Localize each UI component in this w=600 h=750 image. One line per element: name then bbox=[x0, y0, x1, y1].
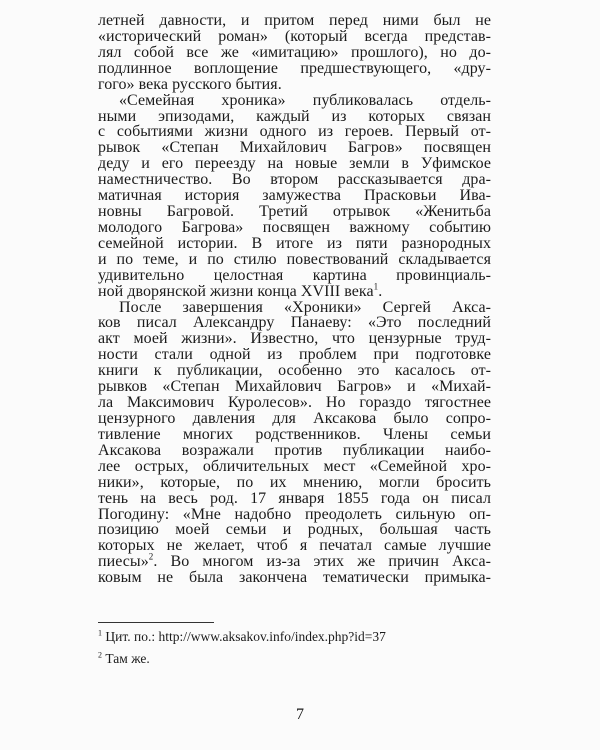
text-line: позицию моей семьи и родных, большая часть bbox=[98, 521, 491, 539]
footnote-1 bbox=[98, 628, 386, 646]
text-line: акт моей жизни». Известно, что цензурные труд- bbox=[98, 330, 491, 348]
footnote-text: Там же. bbox=[105, 651, 150, 666]
text-segment: ной дворянской жизни конца XVIII века bbox=[98, 282, 374, 300]
text-segment: . bbox=[378, 282, 383, 300]
text-line: которых не желает, чтоб я печатал самые лучшие bbox=[98, 537, 491, 555]
paragraph-first-line: «Семейная хроника» публиковалась отдель- bbox=[119, 91, 491, 109]
text-line: летней давности, и притом перед ними был не bbox=[98, 12, 491, 29]
text-line: наместничество. Во втором рассказывается дра- bbox=[98, 171, 491, 189]
text-line: семейной истории. В итоге из пяти разнородных bbox=[98, 234, 491, 252]
footnote-separator bbox=[98, 622, 214, 623]
text-line: лее острых, обличительных мест «Семейной хро- bbox=[98, 457, 491, 475]
text-line: тивление многих родственников. Члены семьи bbox=[98, 425, 491, 443]
text-line: ники», которые, по их мнению, могли бросить bbox=[98, 473, 491, 491]
footnote-mark: 2 bbox=[148, 551, 154, 562]
text-line: цензурного давления для Аксакова было сопро- bbox=[98, 410, 491, 427]
text-line: рывок «Степан Михайлович Багров» посвящен bbox=[98, 139, 491, 157]
footnote-text: Цит. по.: http://www.aksakov.info/index.php?id=37 bbox=[105, 629, 386, 644]
text-line: деду и его переезду на новые земли в Уфимское bbox=[98, 155, 491, 173]
text-line: матичная история замужества Прасковьи Ива- bbox=[98, 187, 491, 205]
text-line: гого» века русского бытия. bbox=[98, 75, 282, 93]
text-line: удивительно целостная картина провинциаль- bbox=[98, 266, 491, 284]
text-segment: пиесы» bbox=[98, 553, 149, 571]
page-number: 7 bbox=[296, 706, 304, 723]
text-line: подлинное воплощение предшествующего, «дру- bbox=[98, 59, 491, 77]
text-line: рывков «Степан Михайлович Багров» и «Михай- bbox=[98, 378, 491, 396]
text-line: тень на весь род. 17 января 1855 года он писал bbox=[98, 489, 491, 507]
text-line: ков писал Александру Панаеву: «Это последний bbox=[98, 314, 491, 332]
footnote-mark: 1 bbox=[373, 281, 379, 292]
text-line: «исторический роман» (который всегда представ- bbox=[98, 27, 491, 45]
text-segment: Во многом из-за этих же причин Акса- bbox=[170, 553, 491, 571]
text-line: ковым не была закончена тематически примыка- bbox=[98, 569, 491, 587]
footnote-mark: 1 bbox=[98, 628, 102, 638]
text-line: ности стали одной из проблем при подготовке bbox=[98, 346, 491, 364]
text-line: книги к публикации, особенно это касалось от- bbox=[98, 362, 491, 380]
text-line: с событиями жизни одного из героев. Первый от- bbox=[98, 123, 491, 141]
text-line: новны Багровой. Третий отрывок «Женитьба bbox=[98, 203, 491, 221]
text-line: Погодину: «Мне надобно преодолеть сильную оп- bbox=[98, 505, 491, 523]
text-line: молодого Багрова» посвящен важному событию bbox=[98, 218, 491, 236]
text-line: ными эпизодами, каждый из которых связан bbox=[98, 107, 491, 125]
text-line: лял собой все же «имитацию» прошлого), но до- bbox=[98, 43, 491, 61]
paragraph-first-line: После завершения «Хроники» Сергей Акса- bbox=[119, 298, 491, 316]
footnote-2 bbox=[98, 650, 150, 668]
text-segment: . bbox=[153, 553, 171, 571]
text-line: и по теме, и по стилю повествований складывается bbox=[98, 250, 491, 268]
text-line: ла Максимович Куролесов». Но гораздо тягостнее bbox=[98, 394, 491, 412]
footnote-mark: 2 bbox=[98, 650, 102, 660]
text-line: Аксакова возражали против публикации наибо- bbox=[98, 441, 491, 459]
